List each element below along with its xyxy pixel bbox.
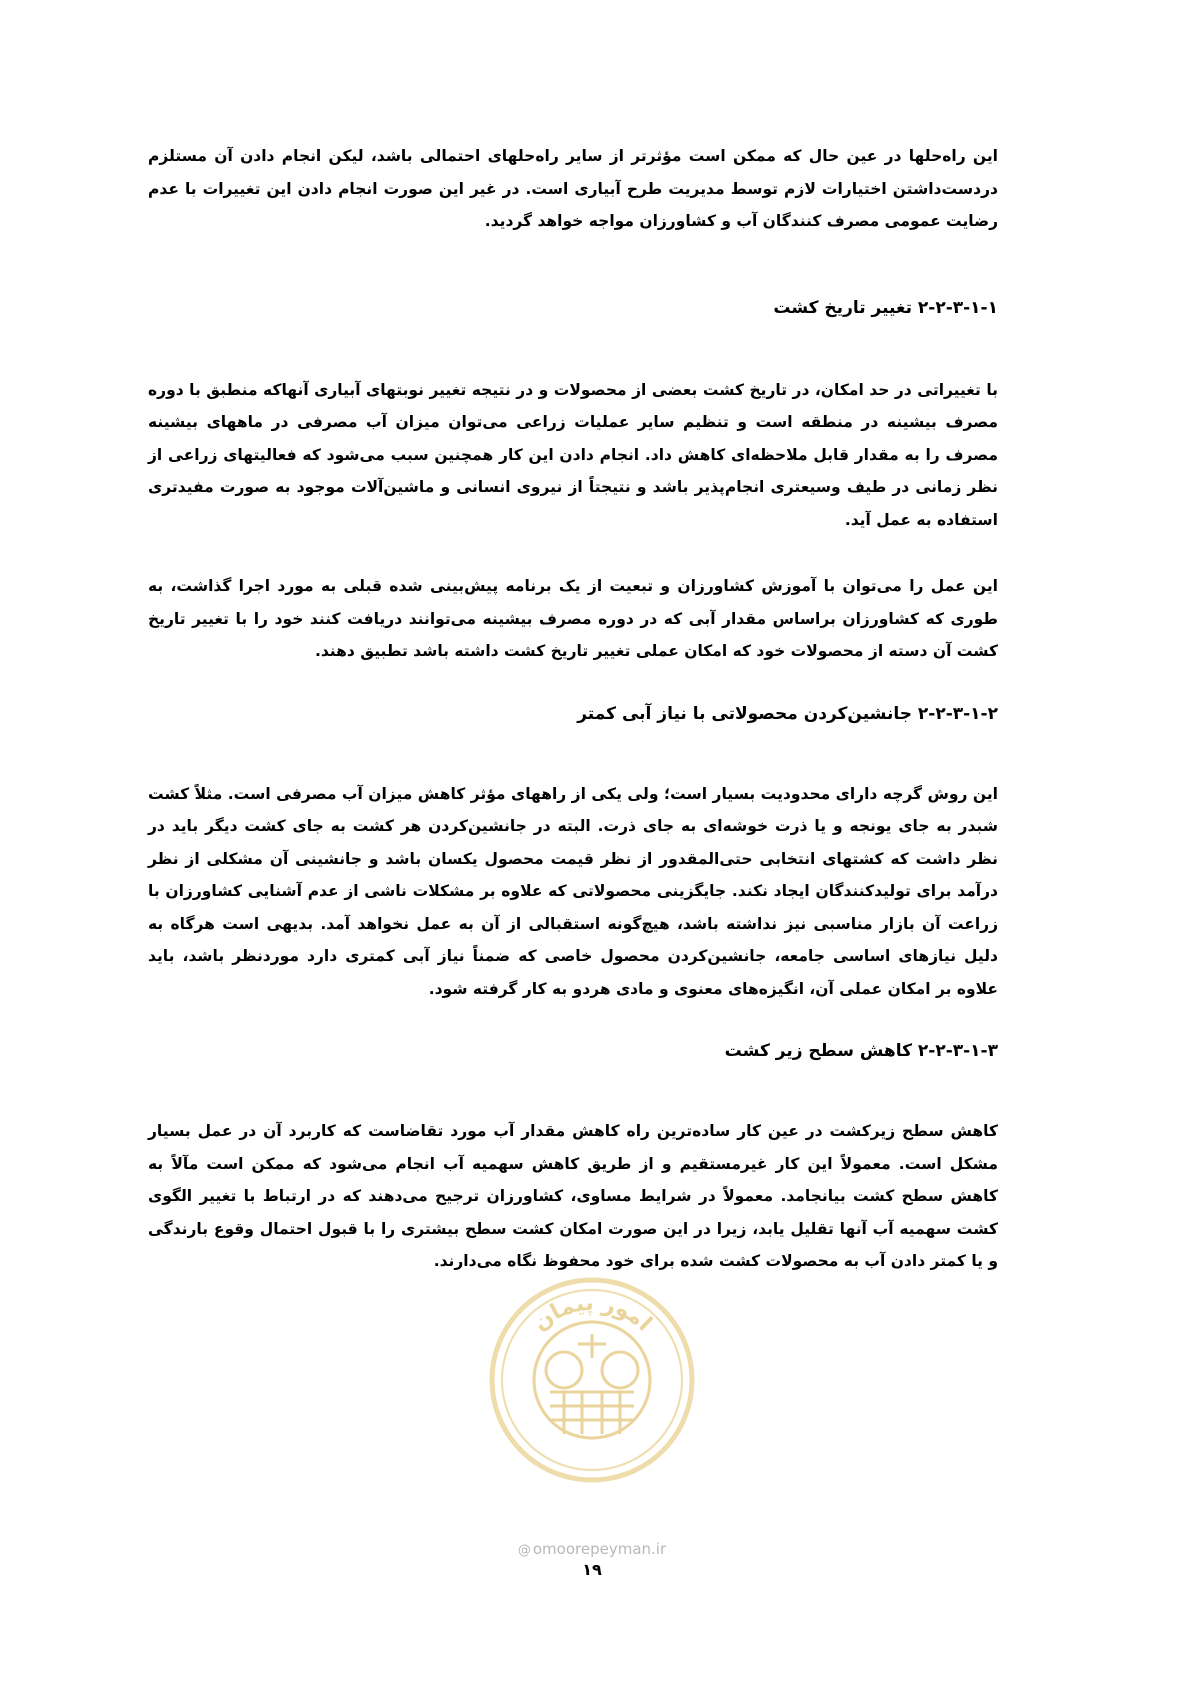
watermark-seal-text: امور پیمان bbox=[528, 1290, 657, 1337]
watermark-url bbox=[486, 1540, 698, 1558]
section-heading-change-planting-date: ۲-۲-۳-۱-۱ تغییر تاریخ کشت bbox=[773, 297, 998, 318]
watermark-url-text: omoorepeyman.ir bbox=[532, 1540, 667, 1558]
paragraph-crop-substitution: این روش گرچه دارای محدودیت بسیار است؛ ولی یکی از راههای مؤثر کاهش میزان آب مصرفی است. مثلاً کشت شبدر به جای یونجه و یا ذرت خوشه‌ای به جای ذرت. البته در جانشین‌کردن هر کشت به جای کشت دیگر باید در نظر داشت که کشتهای انتخابی حتی‌المقدور از نظر قیمت محصول یکسان باشد و جانشینی آن مشکلی از نظر درآمد برای تولیدکنندگان ایجاد نکند. جایگزینی محصولاتی که علاوه بر مشکلات ناشی از عدم آشنایی کشاورزان با زراعت آن بازار مناسبی نیز نداشته باشد، هیچ‌گونه استقبالی از آن به عمل نخواهد آمد. بدیهی است هرگاه به دلیل نیازهای اساسی جامعه، جانشین‌کردن محصول خاصی که ضمناً نیاز آبی کمتری دارد موردنظر باشد، باید علاوه بر امکان عملی آن، انگیزه‌های معنوی و مادی هردو به کار گرفته شود. bbox=[148, 784, 998, 998]
paragraph-farmer-training: این عمل را می‌توان با آموزش کشاورزان و تبعیت از یک برنامه پیش‌بینی شده قبلی به مورد اجرا گذاشت، به طوری که کشاورزان براساس مقدار آبی که در دوره مصرف بیشینه می‌توانند دریافت کنند خود را با تغییر تاریخ کشت آن دسته از محصولات خود که امکان عملی تغییر تاریخ کشت داشته باشد تطبیق دهند. bbox=[148, 577, 998, 660]
paragraph-reduce-area: کاهش سطح زیرکشت در عین کار ساده‌ترین راه کاهش مقدار آب مورد تقاضاست که کاربرد آن در عمل بسیار مشکل است. معمولاً این کار غیرمستقیم و از طریق کاهش سهمیه آب انجام می‌شود که ممکن است مآلاً به کاهش سطح کشت بیانجامد. معمولاً در شرایط مساوی، کشاورزان ترجیح می‌دهند که در ارتباط با تغییر الگوی کشت سهمیه آب آنها تقلیل یابد، زیرا در این صورت امکان کشت سطح بیشتری را با قبول احتمال وقوع بارندگی و یا کمتر دادن آب به محصولات کشت شده برای خود محفوظ نگاه می‌دارند. bbox=[148, 1122, 998, 1270]
paragraph-planting-date: با تغییراتی در حد امکان، در تاریخ کشت بعضی از محصولات و در نتیجه تغییر نوبتهای آبیاری آنهاکه منطبق با دوره مصرف بیشینه در منطقه است و تنظیم سایر عملیات زراعی می‌توان میزان آب مصرفی در ماههای بیشینه مصرف را به مقدار قابل ملاحظه‌ای کاهش داد. انجام دادن این کار همچنین سبب می‌شود که فعالیتهای زراعی از نظر زمانی در طیف وسیعتری انجام‌پذیر باشد و نتیجتاً از نیروی انسانی و ماشین‌آلات موجود به صورت مفیدتری استفاده به عمل آید. bbox=[148, 380, 998, 529]
at-icon: @ bbox=[517, 1543, 531, 1558]
section-heading-reduce-cultivated-area: ۲-۲-۳-۱-۳ کاهش سطح زیر کشت bbox=[724, 1041, 998, 1061]
page-content bbox=[148, 140, 998, 1278]
paragraph-intro: این راه‌حلها در عین حال که ممکن است مؤثرتر از سایر راه‌حلهای احتمالی باشد، لیکن انجام دادن آن مستلزم دردست‌داشتن اختیارات لازم توسط مدیریت طرح آبیاری است. در غیر این صورت انجام دادن این تغییرات با عدم رضایت عمومی مصرف کنندگان آب و کشاورزان مواجه خواهد گردید. bbox=[148, 147, 998, 230]
page-number: ۱۹ bbox=[582, 1560, 602, 1579]
svg-text:امور پیمان bbox=[529, 1291, 657, 1336]
section-heading-crop-substitution: ۲-۲-۳-۱-۲ جانشین‌کردن محصولاتی با نیاز آبی کمتر bbox=[577, 703, 998, 724]
watermark-seal-icon bbox=[486, 1274, 698, 1486]
